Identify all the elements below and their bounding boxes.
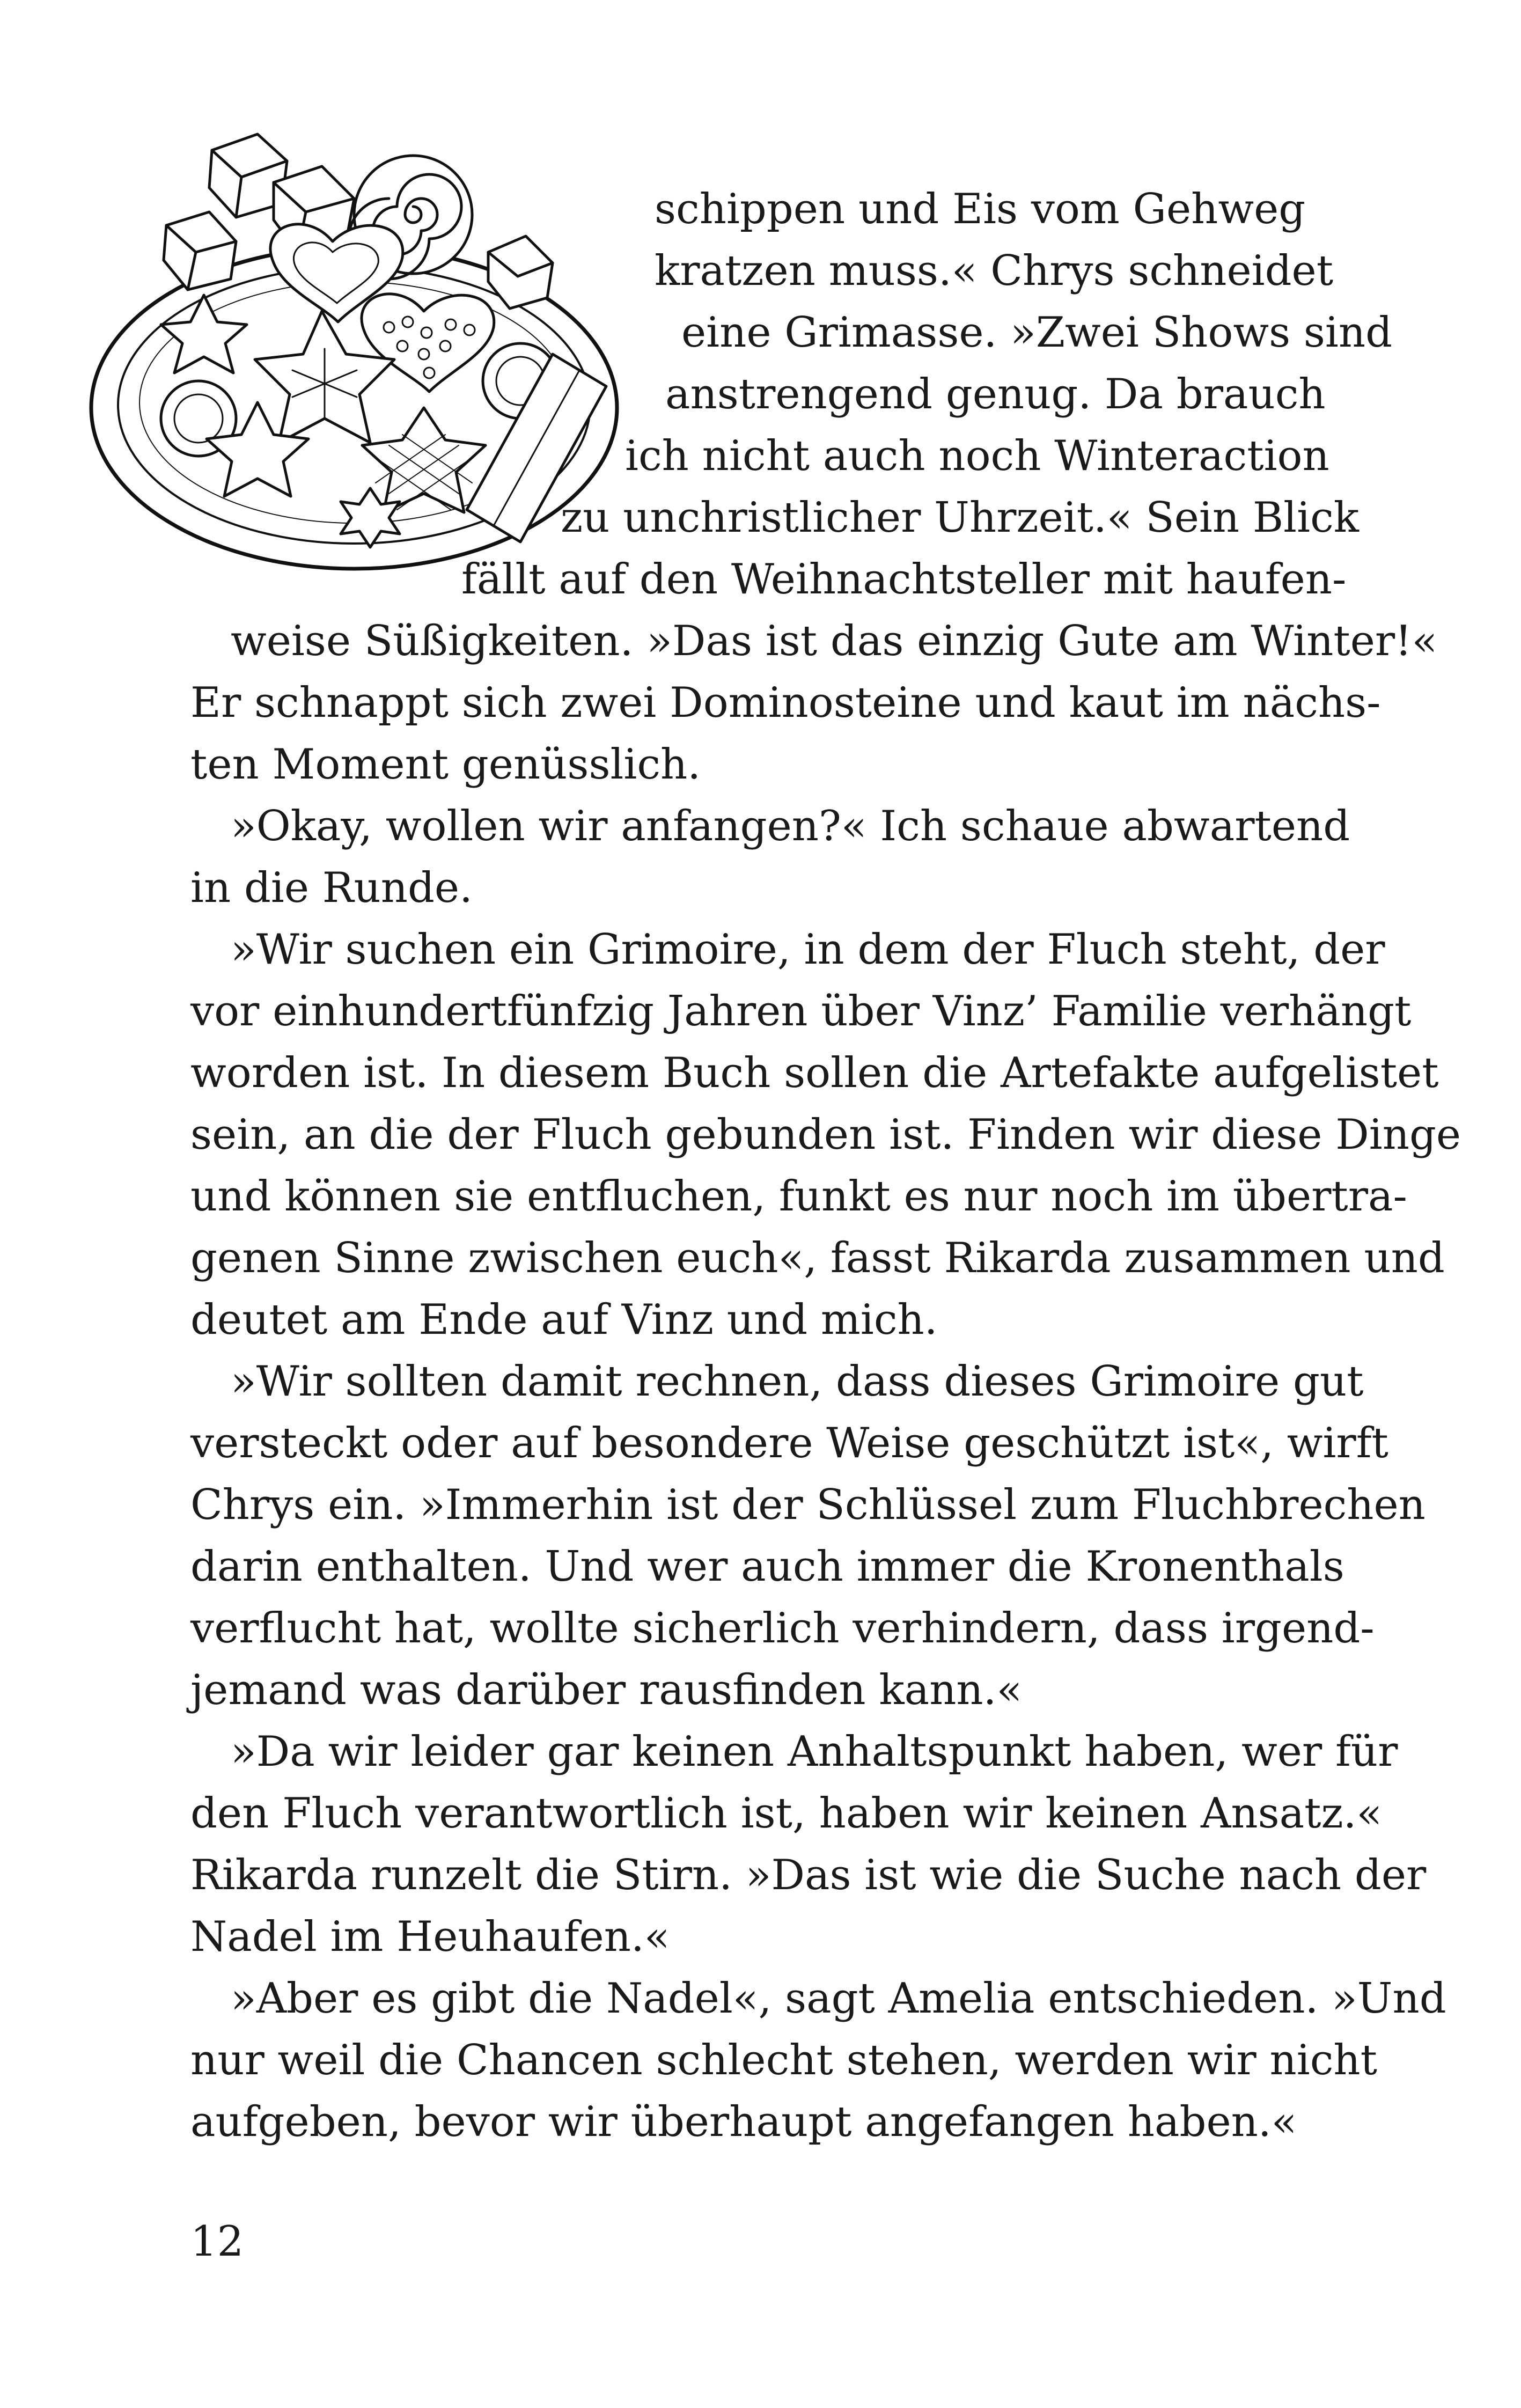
text-line: worden ist. In diesem Buch sollen die Artefakte aufgelistet bbox=[190, 1049, 1439, 1097]
text-line: ten Moment genüsslich. bbox=[190, 740, 701, 789]
text-line: sein, an die der Fluch gebunden ist. Finden wir diese Dinge bbox=[190, 1111, 1461, 1159]
text-line: »Wir sollten damit rechnen, dass dieses Grimoire gut bbox=[231, 1357, 1364, 1406]
text-line: weise Süßigkeiten. »Das ist das einzig Gute am Winter!« bbox=[231, 617, 1438, 665]
text-line: und können sie entfluchen, funkt es nur noch im übertra- bbox=[190, 1172, 1407, 1221]
text-line: zu unchristlicher Uhrzeit.« Sein Blick bbox=[561, 494, 1360, 542]
text-line: Er schnappt sich zwei Dominosteine und kaut im nächs- bbox=[190, 679, 1381, 727]
text-line: nur weil die Chancen schlecht stehen, werden wir nicht bbox=[190, 2036, 1377, 2084]
text-line: »Wir suchen ein Grimoire, in dem der Fluch steht, der bbox=[231, 926, 1385, 974]
text-line: aufgeben, bevor wir überhaupt angefangen haben.« bbox=[190, 2098, 1297, 2146]
text-line: Chrys ein. »Immerhin ist der Schlüssel zum Fluchbrechen bbox=[190, 1481, 1426, 1529]
text-line: anstrengend genug. Da brauch bbox=[665, 370, 1326, 419]
text-line: darin enthalten. Und wer auch immer die Kronenthals bbox=[190, 1543, 1344, 1591]
text-line: Rikarda runzelt die Stirn. »Das ist wie die Suche nach der bbox=[190, 1851, 1427, 1899]
text-line: kratzen muss.« Chrys schneidet bbox=[655, 247, 1334, 295]
text-line: in die Runde. bbox=[190, 864, 473, 912]
text-line: eine Grimasse. »Zwei Shows sind bbox=[681, 309, 1393, 357]
text-line: vor einhundertfünfzig Jahren über Vinz’ Familie verhängt bbox=[190, 987, 1412, 1036]
text-line: ich nicht auch noch Winteraction bbox=[625, 432, 1329, 480]
page-number: 12 bbox=[190, 2218, 244, 2266]
text-line: verflucht hat, wollte sicherlich verhindern, dass irgend- bbox=[190, 1604, 1375, 1653]
text-line: versteckt oder auf besondere Weise geschützt ist«, wirft bbox=[190, 1419, 1388, 1467]
text-line: den Fluch verantwortlich ist, haben wir keinen Ansatz.« bbox=[190, 1789, 1383, 1838]
cookie-plate-illustration bbox=[80, 118, 638, 579]
text-line: »Aber es gibt die Nadel«, sagt Amelia entschieden. »Und bbox=[231, 1974, 1446, 2023]
text-line: deutet am Ende auf Vinz und mich. bbox=[190, 1296, 938, 1344]
text-line: fällt auf den Weihnachtsteller mit haufen- bbox=[461, 555, 1347, 604]
text-line: genen Sinne zwischen euch«, fasst Rikarda zusammen und bbox=[190, 1234, 1445, 1282]
text-line: »Da wir leider gar keinen Anhaltspunkt haben, wer für bbox=[231, 1728, 1398, 1776]
text-line: Nadel im Heuhaufen.« bbox=[190, 1913, 670, 1961]
text-line: jemand was darüber rausfinden kann.« bbox=[190, 1666, 1023, 1714]
text-line: schippen und Eis vom Gehweg bbox=[655, 185, 1306, 233]
text-line: »Okay, wollen wir anfangen?« Ich schaue abwartend bbox=[231, 802, 1350, 850]
